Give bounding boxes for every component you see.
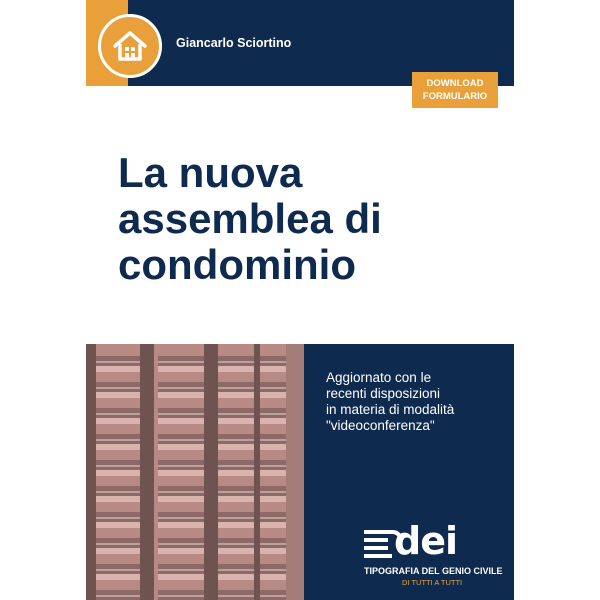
publisher-name: TIPOGRAFIA DEL GENIO CIVILE [364, 566, 503, 576]
balcony-window [158, 590, 204, 600]
building-photo [86, 344, 304, 600]
subtitle-line-4: "videoconferenza" [326, 418, 435, 433]
balcony-slab [158, 522, 204, 528]
publisher-block [354, 520, 504, 590]
balcony-slab [96, 522, 140, 528]
subtitle-line-3: in materia di modalità [326, 402, 455, 417]
balcony-slab [158, 470, 204, 476]
facade-recess [254, 344, 260, 600]
house-icon [98, 14, 162, 78]
download-badge[interactable] [412, 72, 498, 108]
balcony-slab [158, 548, 204, 554]
balcony-slab [218, 496, 254, 502]
subtitle [326, 370, 506, 434]
facade-recess [204, 344, 218, 600]
balcony-slab [158, 392, 204, 398]
balcony-slab [96, 392, 140, 398]
balcony-slab [218, 548, 254, 554]
book-cover [86, 0, 514, 600]
balcony-slab [158, 418, 204, 424]
balcony-slab [96, 418, 140, 424]
balcony-slab [218, 418, 254, 424]
title-line-3: condominio [118, 241, 356, 288]
house-icon-graphic [111, 27, 149, 65]
balcony-slab [158, 574, 204, 580]
publisher-logo-text: dei [394, 519, 457, 563]
side-wall [286, 344, 304, 600]
balcony-slab [96, 548, 140, 554]
facade-recess [86, 344, 96, 600]
balcony-slab [218, 522, 254, 528]
publisher-tagline: DI TUTTI A TUTTI [402, 578, 463, 587]
balcony-window [96, 590, 140, 600]
balcony-slab [96, 496, 140, 502]
balcony-slab [96, 444, 140, 450]
balcony-slab [158, 496, 204, 502]
info-panel [304, 344, 514, 600]
balcony-slab [218, 444, 254, 450]
book-title [118, 150, 498, 288]
balcony-slab [158, 366, 204, 372]
subtitle-line-2: recenti disposizioni [326, 386, 441, 401]
balcony-slab [218, 470, 254, 476]
balcony-window [218, 590, 254, 600]
balcony-slab [96, 574, 140, 580]
balcony-slab [96, 470, 140, 476]
title-line-2: assemblea di [118, 195, 382, 242]
balcony-slab [218, 366, 254, 372]
subtitle-line-1: Aggiornato con le [326, 370, 432, 385]
balcony-slab [218, 574, 254, 580]
facade-recess [140, 344, 154, 600]
balcony-slab [218, 392, 254, 398]
badge-line-2: FORMULARIO [422, 91, 488, 102]
title-line-1: La nuova [118, 149, 303, 196]
badge-line-1: DOWNLOAD [426, 78, 484, 89]
balcony-slab [158, 444, 204, 450]
author-name: Giancarlo Sciortino [176, 36, 292, 50]
balcony-slab [96, 366, 140, 372]
building-illustration [86, 344, 304, 600]
